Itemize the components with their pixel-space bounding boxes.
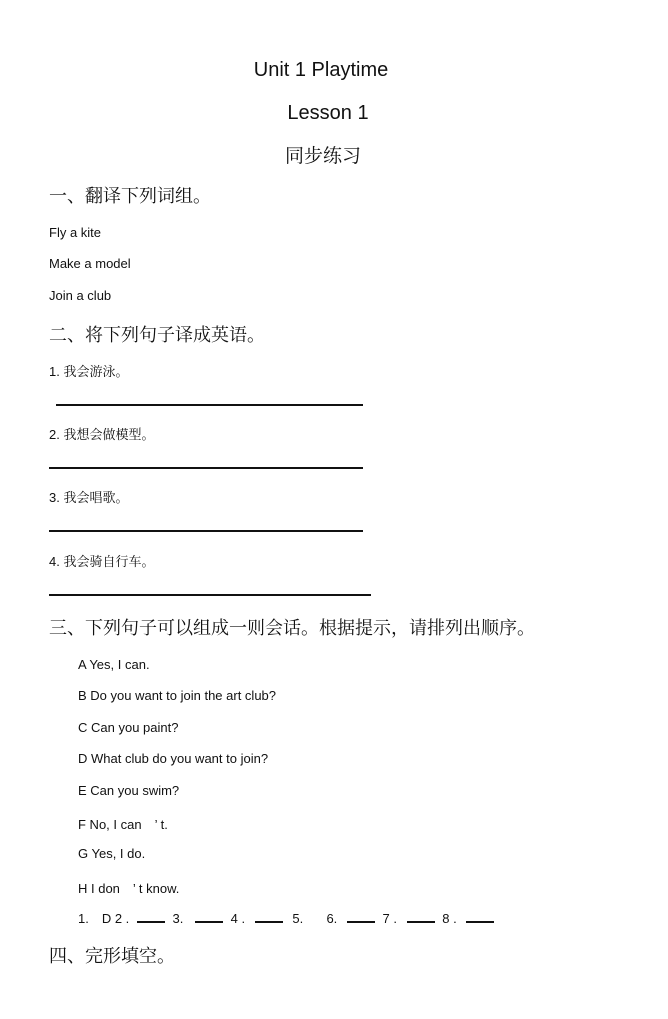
dialogue-option: G Yes, I do. [78, 846, 146, 861]
answer-line [49, 594, 371, 596]
lesson-title: Lesson 1 [287, 102, 369, 124]
order-blank[interactable] [195, 909, 223, 923]
section3-heading: 三、下列句子可以组成一则会话。根据提示，请排列出顺序。 [49, 618, 535, 639]
section2-heading: 二、将下列句子译成英语。 [49, 325, 265, 346]
dialogue-option: H I don ’ t know. [78, 881, 180, 896]
dialogue-option: B Do you want to join the art club? [78, 688, 277, 703]
order-answer-row [78, 908, 494, 927]
dialogue-option: C Can you paint? [78, 720, 179, 735]
answer-line [49, 467, 363, 469]
dialogue-option: E Can you swim? [78, 783, 180, 798]
question-text: 1. 我会游泳。 [49, 364, 129, 379]
answer-line [56, 404, 363, 406]
order-blank[interactable] [407, 909, 435, 923]
order-label: 1. D 2 . [78, 911, 130, 926]
phrase-item: Make a model [49, 256, 131, 271]
question-text: 4. 我会骑自行车。 [49, 554, 155, 569]
order-label: 3. [172, 911, 184, 926]
order-label: 5. [292, 911, 304, 926]
order-blank[interactable] [466, 909, 494, 923]
order-label: 7 . [382, 911, 398, 926]
phrase-item: Fly a kite [49, 225, 102, 240]
dialogue-option: F No, I can ’ t. [78, 817, 168, 832]
subtitle: 同步练习 [284, 145, 361, 167]
order-label: 4 . [230, 911, 246, 926]
order-blank[interactable] [255, 909, 283, 923]
answer-line [49, 530, 363, 532]
dialogue-option: D What club do you want to join? [78, 751, 269, 766]
question-text: 3. 我会唱歌。 [49, 490, 129, 505]
order-blank[interactable] [137, 909, 165, 923]
dialogue-option: A Yes, I can. [78, 657, 150, 672]
section1-heading: 一、翻译下列词组。 [49, 186, 211, 207]
phrase-item: Join a club [49, 288, 112, 303]
order-label: 8 . [442, 911, 457, 926]
order-blank[interactable] [347, 909, 375, 923]
question-text: 2. 我想会做模型。 [49, 427, 155, 442]
order-label: 6. [326, 911, 338, 926]
section4-heading: 四、完形填空。 [49, 946, 175, 967]
unit-title: Unit 1 Playtime [253, 59, 389, 81]
